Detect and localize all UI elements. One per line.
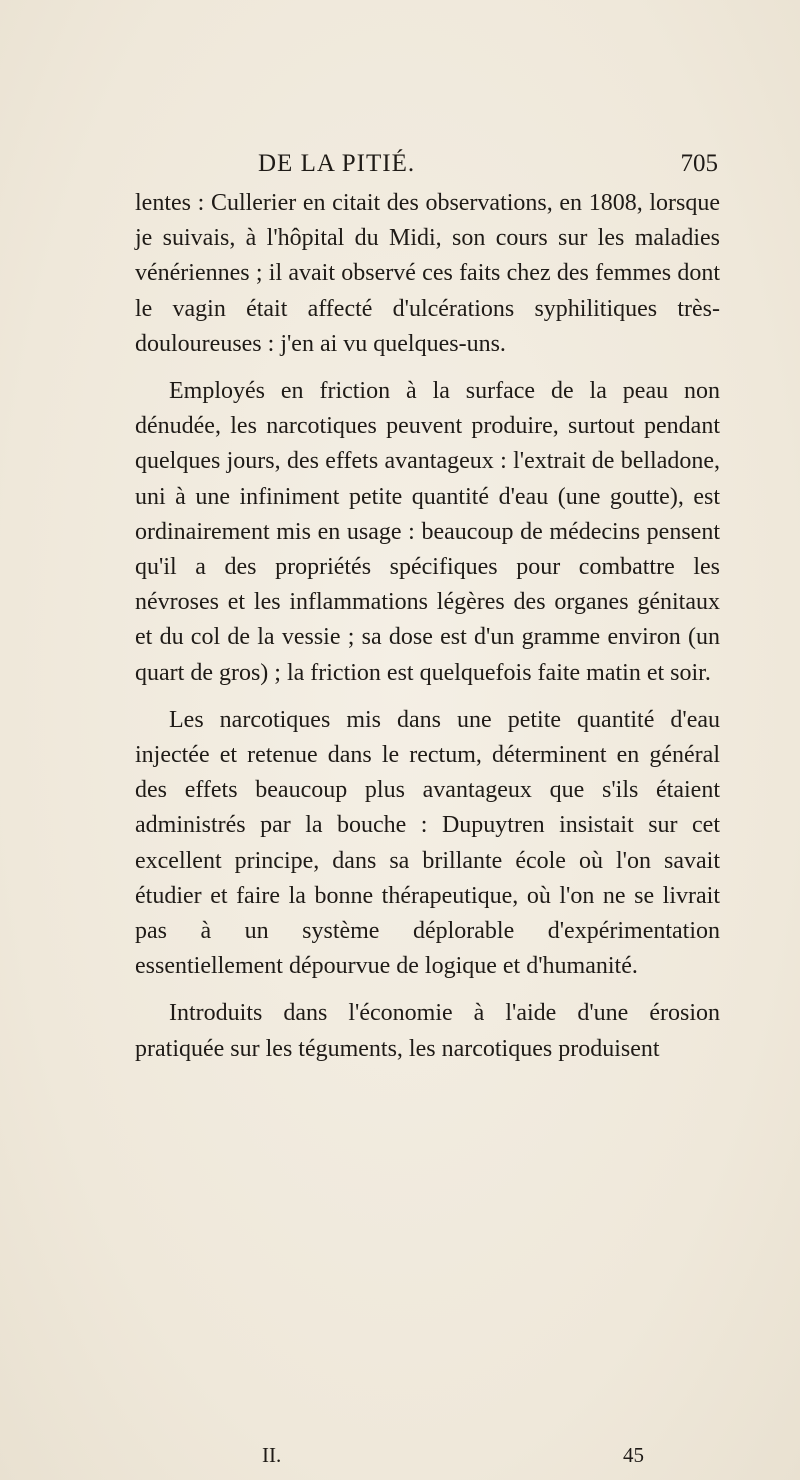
paragraph-1: lentes : Cullerier en citait des observations, en 1808, lorsque je suivais, à l'hôpital du Midi, son cours sur les maladies vénériennes ; il avait observé ces faits chez des femmes dont le vagin était affecté d'ulcérations syphilitiques très-douloureuses : j'en ai vu quelques-uns. — [135, 190, 720, 357]
page-footer — [262, 1443, 644, 1473]
page-number: 705 — [680, 150, 718, 177]
sheet-number: 45 — [623, 1443, 644, 1467]
running-head — [258, 150, 718, 182]
paragraph-3: Les narcotiques mis dans une petite quantité d'eau injectée et retenue dans le rectum, déterminent en général des effets beaucoup plus avantageux que s'ils étaient administrés par la bouche : Dupuytren insistait sur cet excellent principe, dans sa brillante école où l'on savait étudier et faire la bonne thérapeutique, où l'on ne se livrait pas à un système déplorable d'expérimentation essentiellement dépourvue de logique et d'humanité. — [135, 706, 720, 980]
signature-mark: II. — [262, 1443, 282, 1467]
paragraph-2: Employés en friction à la surface de la peau non dénudée, les narcotiques peuvent produire, surtout pendant quelques jours, des effets avantageux : l'extrait de belladone, uni à une infiniment petite quantité d'eau (une goutte), est ordinairement mis en usage : beaucoup de médecins pensent qu'il a des propriétés spécifiques pour combattre les névroses et les inflammations légères des organes génitaux et du col de la vessie ; sa dose est d'un gramme environ (un quart de gros) ; la friction est quelquefois faite matin et soir. — [135, 378, 720, 686]
running-title: DE LA PITIÉ. — [258, 150, 416, 177]
paragraph-4: Introduits dans l'économie à l'aide d'une érosion pratiquée sur les téguments, les narcotiques produisent — [135, 1000, 720, 1062]
body-text — [135, 186, 720, 1067]
